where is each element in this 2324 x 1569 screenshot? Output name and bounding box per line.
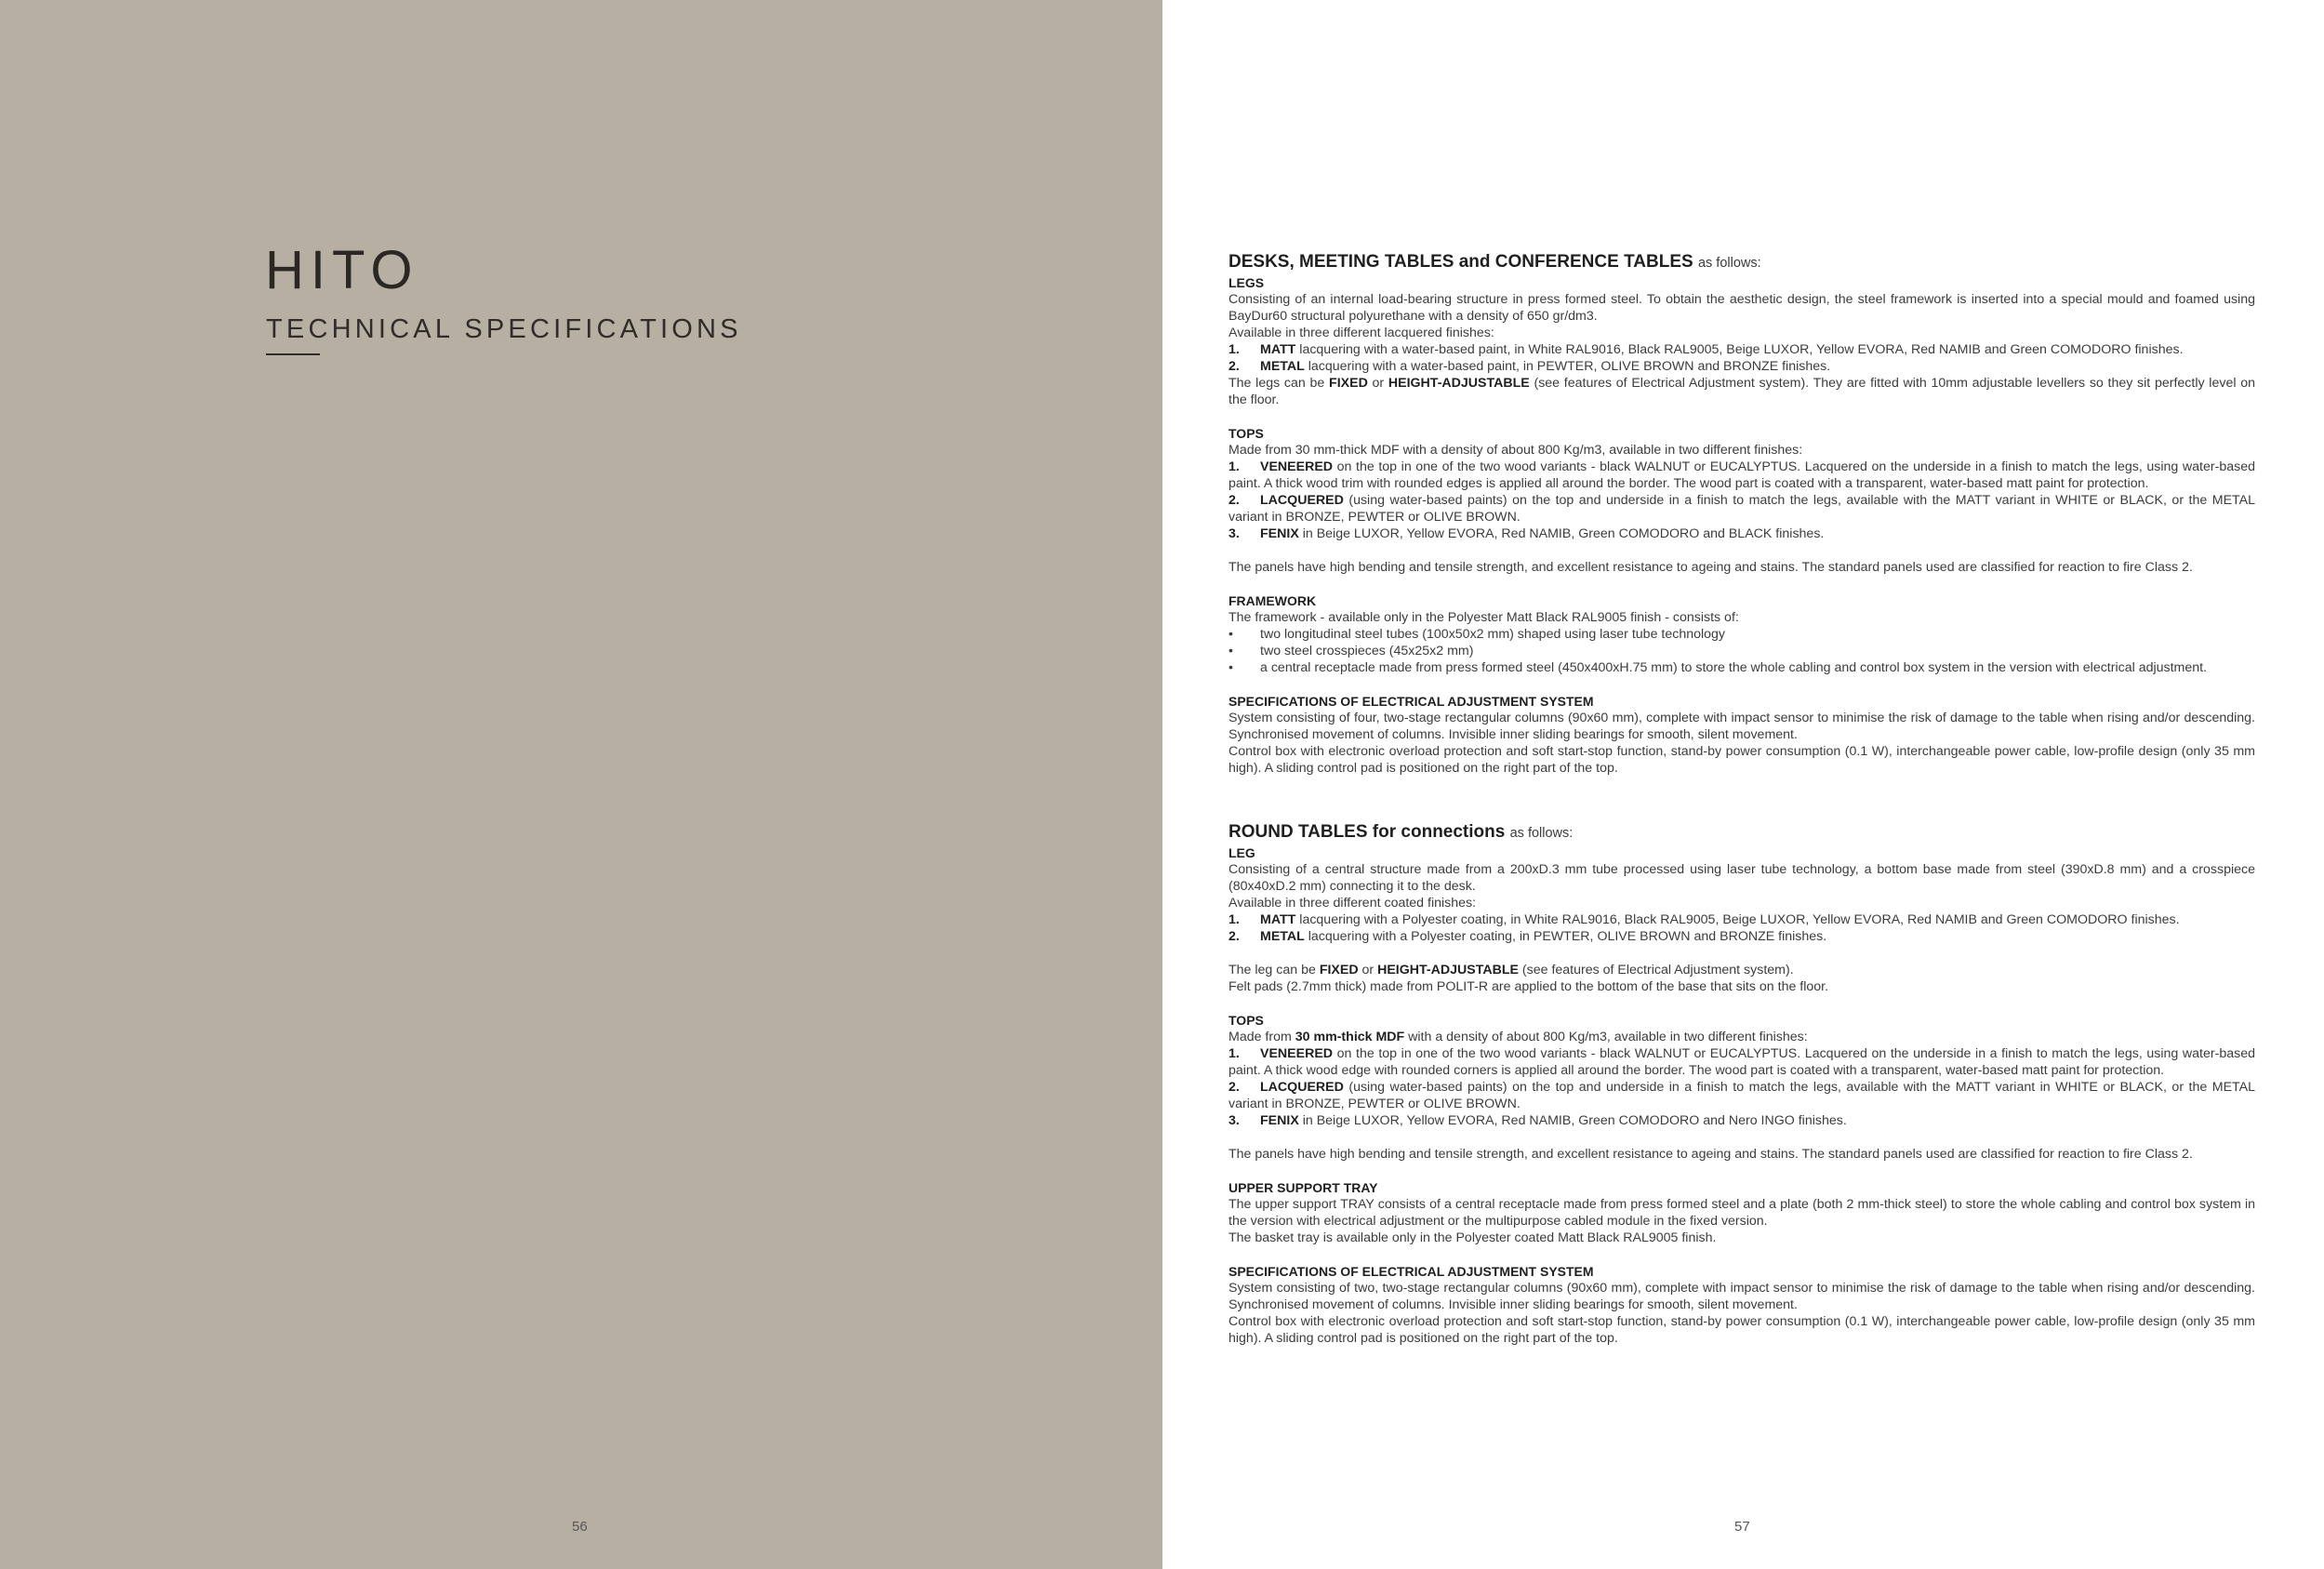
paragraph: The leg can be FIXED or HEIGHT-ADJUSTABLE (see features of Electrical Adjustment system).: [1228, 963, 1794, 977]
paragraph: The basket tray is available only in the Polyester coated Matt Black RAL9005 finish.: [1228, 1230, 1717, 1245]
paragraph: System consisting of two, two-stage rectangular columns (90x60 mm), complete with impact sensor to minimise the risk of damage to the table when rising and/or descending. Synchronised movement of columns. Invisible inner sliding bearings for smooth, silent movement.: [1228, 1281, 2255, 1312]
list-item: 2. LACQUERED (using water-based paints) on the top and underside in a finish to match the legs, available with the MATT variant in WHITE or BLACK, or the METAL variant in BRONZE, PEWTER or OLIVE BROWN.: [1228, 493, 2255, 525]
paragraph: Control box with electronic overload protection and soft start-stop function, stand-by power consumption (0.1 W), interchangeable power cable, low-profile design (only 35 mm high). A sliding control pad is positioned on the right part of the top.: [1228, 744, 2255, 776]
paragraph: Consisting of an internal load-bearing structure in press formed steel. To obtain the aesthetic design, the steel framework is inserted into a special mould and foamed using BayDur60 structural polyurethane with a density of 650 gr/dm3.: [1228, 292, 2255, 324]
paragraph: The legs can be FIXED or HEIGHT-ADJUSTABLE (see features of Electrical Adjustment system). They are fitted with 10mm adjustable levellers so they sit perfectly level on the floor.: [1228, 376, 2255, 407]
heading: LEGS: [1228, 275, 1265, 290]
round-panels: [1228, 1146, 2255, 1163]
list-item: 1. VENEERED on the top in one of the two wood variants - black WALNUT or EUCALYPTUS. Lacquered on the underside in a finish to match the legs, using water-based paint. A thick wood trim with rounded edges is applied all around the border. The wood part is coated with a transparent, water-based matt paint for protection.: [1228, 459, 2255, 491]
heading: TOPS: [1228, 1013, 1264, 1028]
round-tops: [1228, 1012, 2255, 1129]
paragraph: Available in three different lacquered finishes:: [1228, 326, 1494, 340]
list-item: 1. VENEERED on the top in one of the two wood variants - black WALNUT or EUCALYPTUS. Lacquered on the underside in a finish to match the legs, using water-based paint. A thick wood edge with rounded corners is applied all around the border. The wood part is coated with a transparent, water-based matt paint for protection.: [1228, 1046, 2255, 1078]
page-subtitle: TECHNICAL SPECIFICATIONS: [266, 314, 742, 344]
section-title-desks: DESKS, MEETING TABLES and CONFERENCE TABLES as follows:: [1228, 252, 1761, 272]
paragraph: The upper support TRAY consists of a central receptacle made from press formed steel and a plate (both 2 mm-thick steel) to store the whole cabling and control box system in the version with electrical adjustment or the multipurpose cabled module in the fixed version.: [1228, 1197, 2255, 1229]
brand-title: HITO: [265, 240, 419, 300]
paragraph: System consisting of four, two-stage rectangular columns (90x60 mm), complete with impact sensor to minimise the risk of damage to the table when rising and/or descending. Synchronised movement of columns. Invisible inner sliding bearings for smooth, silent movement.: [1228, 711, 2255, 742]
section-title-round: ROUND TABLES for connections as follows:: [1228, 822, 1574, 842]
paragraph: The framework - available only in the Polyester Matt Black RAL9005 finish - consists of:: [1228, 610, 1739, 625]
list-item: 2. METAL lacquering with a water-based paint, in PEWTER, OLIVE BROWN and BRONZE finishes.: [1228, 359, 1831, 374]
paragraph: Available in three different coated finishes:: [1228, 896, 1477, 911]
paragraph: Made from 30 mm-thick MDF with a density of about 800 Kg/m3, available in two different finishes:: [1228, 1030, 1808, 1044]
list-item: 2. METAL lacquering with a Polyester coating, in PEWTER, OLIVE BROWN and BRONZE finishes.: [1228, 929, 1827, 944]
list-item: 3. FENIX in Beige LUXOR, Yellow EVORA, Red NAMIB, Green COMODORO and Nero INGO finishes.: [1228, 1113, 1847, 1128]
list-item: 3. FENIX in Beige LUXOR, Yellow EVORA, Red NAMIB, Green COMODORO and BLACK finishes.: [1228, 526, 1825, 541]
bullet-item: • two steel crosspieces (45x25x2 mm): [1228, 644, 1474, 658]
heading: FRAMEWORK: [1228, 593, 1317, 608]
spec-content: [1228, 251, 2255, 1363]
round-leg-fixed: [1228, 962, 2255, 995]
page-number-left: 56: [572, 1519, 588, 1535]
round-tray: [1228, 1179, 2255, 1246]
page-number-right: 57: [1734, 1519, 1750, 1535]
desks-electrical: [1228, 693, 2255, 777]
bullet-item: • a central receptacle made from press formed steel (450x400xH.75 mm) to store the whole cabling and control box system in the version with electrical adjustment.: [1228, 660, 2208, 675]
heading: TOPS: [1228, 426, 1264, 441]
paragraph: Consisting of a central structure made from a 200xD.3 mm tube processed using laser tube technology, a bottom base made from steel (390xD.8 mm) and a crosspiece (80x40xD.2 mm) connecting it to the desk.: [1228, 862, 2255, 894]
paragraph: Felt pads (2.7mm thick) made from POLIT-R are applied to the bottom of the base that sits on the floor.: [1228, 979, 1829, 994]
heading: UPPER SUPPORT TRAY: [1228, 1180, 1378, 1195]
heading: LEG: [1228, 845, 1255, 860]
list-item: 1. MATT lacquering with a water-based paint, in White RAL9016, Black RAL9005, Beige LUXOR, Yellow EVORA, Red NAMIB and Green COMODORO finishes.: [1228, 342, 2184, 357]
list-item: 1. MATT lacquering with a Polyester coating, in White RAL9016, Black RAL9005, Beige LUXOR, Yellow EVORA, Red NAMIB and Green COMODORO finishes.: [1228, 912, 2180, 927]
paragraph: The panels have high bending and tensile strength, and excellent resistance to ageing and stains. The standard panels used are classified for reaction to fire Class 2.: [1228, 560, 2193, 575]
desks-legs: [1228, 274, 2255, 408]
desks-panels: [1228, 559, 2255, 576]
title-underline: [266, 353, 320, 355]
paragraph: Control box with electronic overload protection and soft start-stop function, stand-by power consumption (0.1 W), interchangeable power cable, low-profile design (only 35 mm high). A sliding control pad is positioned on the right part of the top.: [1228, 1314, 2255, 1346]
heading: SPECIFICATIONS OF ELECTRICAL ADJUSTMENT SYSTEM: [1228, 694, 1594, 709]
paragraph: Made from 30 mm-thick MDF with a density of about 800 Kg/m3, available in two different finishes:: [1228, 443, 1803, 458]
paragraph: The panels have high bending and tensile strength, and excellent resistance to ageing and stains. The standard panels used are classified for reaction to fire Class 2.: [1228, 1147, 2193, 1162]
heading: SPECIFICATIONS OF ELECTRICAL ADJUSTMENT SYSTEM: [1228, 1264, 1594, 1279]
desks-tops: [1228, 425, 2255, 542]
bullet-item: • two longitudinal steel tubes (100x50x2 mm) shaped using laser tube technology: [1228, 627, 1726, 642]
round-electrical: [1228, 1263, 2255, 1347]
desks-framework: [1228, 592, 2255, 676]
list-item: 2. LACQUERED (using water-based paints) on the top and underside in a finish to match the legs, available with the MATT variant in WHITE or BLACK, or the METAL variant in BRONZE, PEWTER or OLIVE BROWN.: [1228, 1080, 2255, 1111]
round-leg: [1228, 844, 2255, 945]
